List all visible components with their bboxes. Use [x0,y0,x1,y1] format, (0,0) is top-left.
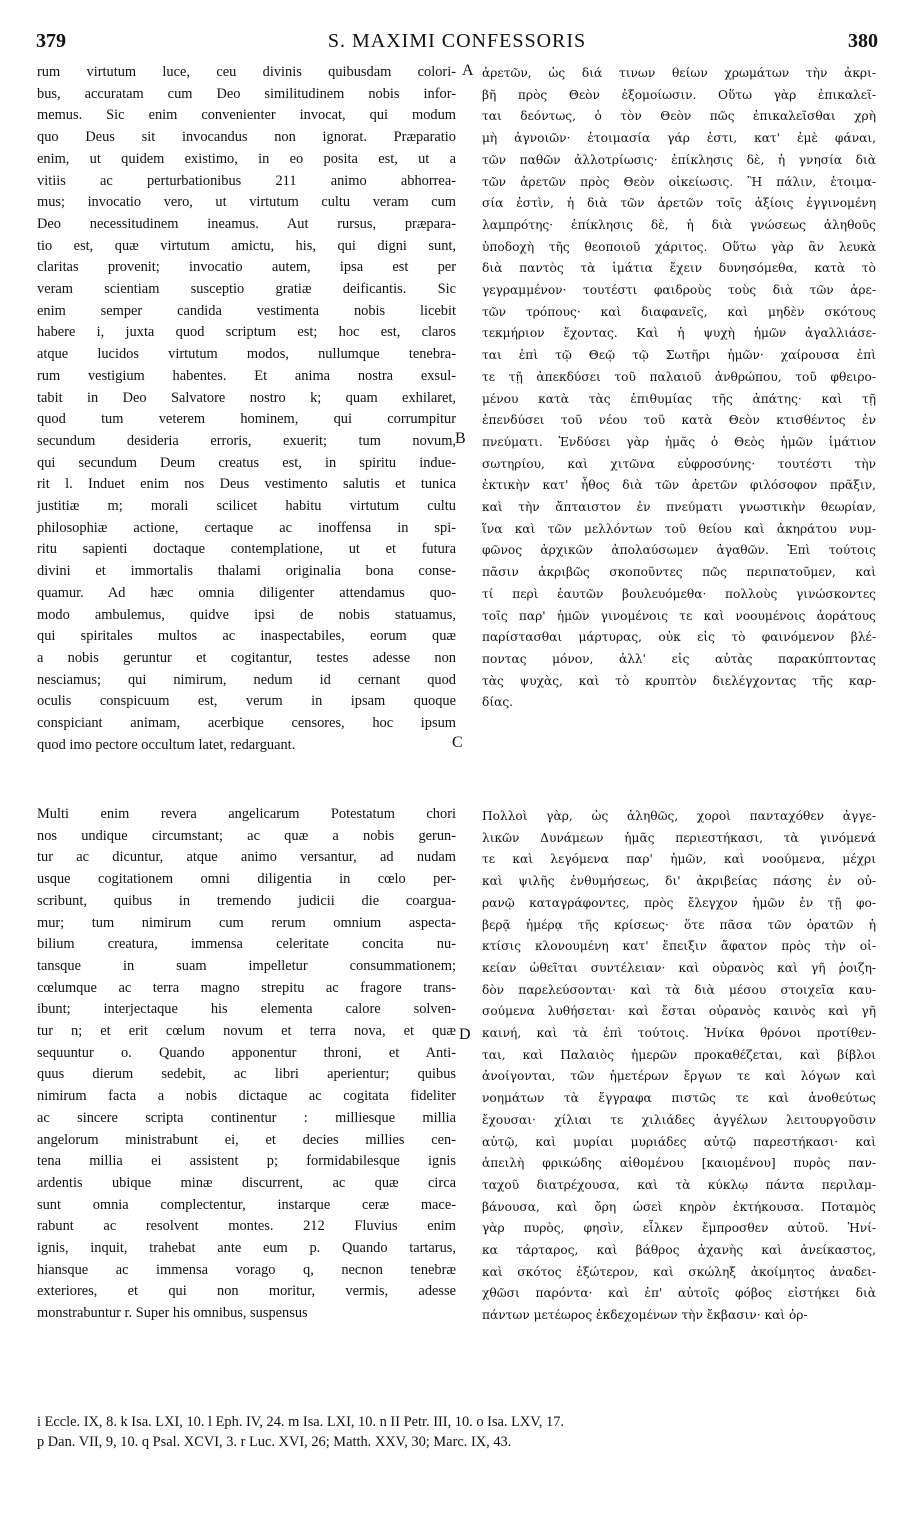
text-line: ἀρετῶν, ὡς διά τινων θείων χρωμάτων τὴν ἀκρι- [482,66,876,80]
running-header [0,30,914,66]
text-line: tena millia ei assistent p; formidabilesque ignis [37,1153,456,1170]
text-line: tur ac dicuntur, atque animo versantur, ad nudam [37,849,456,866]
text-line: cœlumque ac terra magno strepitu ac fragore trans- [37,979,456,996]
text-line: nesciamus; qui nimirum, nedum id cernant quod [37,671,456,688]
margin-letter-b: B [455,430,466,447]
text-line: τὰς ψυχὰς, καὶ τὸ κρυπτὸν διελέγχοντας τῆς καρ- [482,673,876,688]
text-line: σούμενα λυθήσεται· καὶ ἔσται οὐρανὸς καινὸς καὶ γῆ [482,1004,876,1019]
greek-column-block-1 [482,63,876,714]
text-line: quod imo pectore occultum latet, redarguant. [37,736,296,753]
text-line: χθῶσι παρόντα· καὶ ἐπ' αὐτοῖς φόβος εἰστήκει διὰ [482,1286,876,1301]
text-line: τεκμήριον ἔχοντας. Καὶ ἡ ψυχὴ ἡμῶν ἀγαλλιάσε- [482,326,876,341]
text-line: νοημάτων τὰ ἔγγραφα πιστῶς τε καὶ ἀνοθεύτως [482,1091,876,1106]
text-line: καινή, καὶ τὰ ἐπὶ τούτοις. Ἡνίκα θρόνοι προτίθεν- [482,1026,876,1041]
text-line: ται δεόντως, ὁ τὸν Θεὸν πῶς ἐπικαλεῖσθαι χρὴ [482,109,876,124]
text-line: a nobis geruntur et cogitantur, testes adesse non [37,649,456,666]
margin-letter-c: C [452,734,463,751]
text-line: modo ambulemus, quidve ipsi de nobis statuamus, [37,606,456,623]
text-line: vitiis ac perturbationibus 211 animo abhorrea- [37,172,456,189]
text-line: δὸν παρελεύσονται· καὶ τὰ διὰ μέσου στοιχεῖα καυ- [482,982,876,997]
text-line: rum virtutum luce, ceu divinis quibusdam colori- [37,64,456,80]
text-line: ἐκτικὴν κατ' ἦθος διὰ τῶν ἀρετῶν φιλόσοφον πρᾶξιν, [482,478,876,493]
text-line: βῆ πρὸς Θεὸν ἐξομοίωσιν. Οὕτω γὰρ ἐπικαλεῖ- [482,87,876,102]
text-line: τοῖς παρ' ἡμῶν γινομένοις τε καὶ νοουμένοις ἀοράτους [482,608,876,623]
text-line: ardentis ubique minæ discurrent, ac quæ circa [37,1174,456,1191]
text-line: mus; invocatio vero, ut virtutum cultu veram cum [37,194,456,211]
text-line: ignis, inquit, trahebat ante eum p. Quando tartarus, [37,1240,456,1257]
right-page-number: 380 [848,30,878,52]
left-page-number: 379 [36,30,66,52]
greek-column-block-2 [482,806,876,1327]
text-line: ὑποδοχὴ τῆς θεοποιοῦ χάριτος. Οὕτω γὰρ ἂν λευκὰ [482,239,876,254]
text-line: usque cogitationem omni diligentia in cœlo per- [37,871,456,888]
text-line: ἀπειλὴ φρικώδης αἰθομένου [καιομένου] πυρὸς παν- [482,1156,876,1171]
text-line: oculis conspicuum est, verum in ipsam quoque [37,693,456,710]
text-line: hiansque ac immensa vorago q, necnon tenebræ [37,1261,456,1278]
text-line: πᾶσιν ἀκριβῶς σκοποῦντες πῶς περιπατοῦμεν, καὶ [482,565,876,580]
text-line: τε τῇ ἀπεκδύσει τοῦ παλαιοῦ ἀνθρώπου, τοῦ φθειρο- [482,369,876,384]
margin-letter-d: D [459,1026,471,1043]
text-line: bus, accuratam cum Deo similitudinem nobis infor- [37,85,456,102]
text-line: ἀνοίγονται, τῶν ἡμετέρων ἔργων τε καὶ λόγων καὶ [482,1069,876,1084]
text-line: γεγραμμένον· τουτέστι φαιδροὺς τοὺς διὰ τῶν ἀρε- [482,283,876,298]
text-line: ποντας μόνον, ἀλλ' εἰς αὐτὰς παρακύπτοντας [482,651,876,666]
text-line: habere i, juxta quod scriptum est; hoc est, claros [37,324,456,341]
text-line: tabit in Deo Salvatore nostro k; quam exhilaret, [37,389,456,406]
text-line: tur n; et erit cœlum novum et terra nova, et quæ [37,1023,456,1040]
text-line: qui secundum Deum creatus est, in spiritu indue- [37,454,456,471]
text-line: ται, καὶ Παλαιὸς ἡμερῶν προκαθέζεται, καὶ βίβλοι [482,1047,876,1062]
text-line: quus dierum sedebit, ac libri aperientur; quibus [37,1066,456,1083]
text-line: mur; tum nimirum cum rerum omnium aspecta- [37,914,456,931]
text-line: λαμπρότης· ἐπίκλησις δὲ, ἡ διὰ γνώσεως ἀληθοῦς [482,217,876,232]
text-line: βερᾷ ἡμέρᾳ τῆς κρίσεως· ὅτε πᾶσα τῶν ὁρατῶν ἡ [482,917,876,932]
text-line: κτίσις κλονουμένη κατ' ἔπειξιν ἄφατον πρὸς τὴν οἰ- [482,939,876,954]
text-line: rum vestigium habentes. Et anima nostra exsul- [37,367,456,384]
footnote-line: p Dan. VII, 9, 10. q Psal. XCVI, 3. r Luc. XVI, 26; Matth. XXV, 30; Marc. IX, 43. [37,1434,512,1450]
text-line: tansque in suam impelletur consummationem; [37,957,456,974]
text-line: ac sincere scripta continentur : milliesque millia [37,1109,456,1126]
text-line: sequuntur o. Quando apponentur throni, et Anti- [37,1044,456,1061]
text-line: διὰ παντὸς τὰ ἱμάτια ἔχειν δυνησόμεθα, κατὰ τὸ [482,261,876,276]
text-line: sunt omnia complectentur, instarque ceræ mace- [37,1196,456,1213]
text-line: πάντων μετέωρος ἐκδεχομένων τὴν ἔκβασιν· καὶ ὀρ- [482,1308,808,1323]
text-line: ἵνα καὶ τῶν μελλόντων τοῦ θείου καὶ ἀκηράτου νυμ- [482,521,876,536]
latin-column-block-2 [37,804,456,1325]
margin-letter-a: A [462,62,474,79]
text-line: ρανῷ καταγράφοντες, πρὸς ἔλεγχον ἡμῶν ἐν τῇ φο- [482,895,876,910]
text-line: κείαν ὠθεῖται συντέλειαν· καὶ οὐρανὸς καὶ γῆ ῥοιζη- [482,960,876,975]
text-line: καὶ τὴν ἄπταιστον ἐν πνεύματι γνωστικὴν θεωρίαν, [482,500,876,515]
text-line: σωτηρίου, καὶ χιτῶνα εὐφροσύνης· τουτέστι τὴν [482,456,876,471]
text-line: τῶν παθῶν ἀλλοτρίωσις· ἐπίκλησις δὲ, ἡ γνησία διὰ [482,152,876,167]
text-line: τῶν ἀρετῶν πρὸς Θεὸν οἰκείωσις. Ἢ πάλιν, ἑτοιμα- [482,174,876,189]
text-line: καὶ σκότος ἐξώτερον, καὶ σκώληξ ἀκοίμητος ἀναδει- [482,1264,876,1279]
text-line: secundum desideria erroris, exuerit; tum novum, [37,432,456,449]
text-line: tio est, quæ virtutum amictu, his, qui digni sunt, [37,237,456,254]
text-line: quamur. Ad hæc omnia diligenter attendamus quo- [37,584,456,601]
text-line: divini et immortalis thalami originalia bona conse- [37,563,456,580]
footnote-line: i Eccle. IX, 8. k Isa. LXI, 10. l Eph. IV, 24. m Isa. LXI, 10. n II Petr. III, 10. o Isa. LXV, 17. [37,1414,565,1430]
text-line: nos undique circumstant; ac quæ a nobis gerun- [37,827,456,844]
text-line: bilium creatura, immensa celeritate concita nu- [37,936,456,953]
text-line: παρίστασθαι μάρτυρας, οὐκ εἰς τὸ φαινόμενον βλέ- [482,630,876,645]
text-line: βάνουσα, καὶ ὄρη ὡσεὶ κηρὸν ἐκτήκουσα. Ποταμὸς [482,1199,876,1214]
text-line: ritu sapienti doctaque contemplatione, ut et futura [37,541,456,558]
text-line: rabunt ac resolvent montes. 212 Fluvius enim [37,1218,456,1235]
text-line: atque lucidos virtutum modos, nullumque tenebra- [37,346,456,363]
text-line: καὶ ψιλῆς ἐνθυμήσεως, δι' ἀκριβείας πάσης ἐν οὐ- [482,874,876,889]
running-title: S. MAXIMI CONFESSORIS [327,30,587,52]
text-line: κα τάρταρος, καὶ βάθρος ἀχανὴς καὶ ἀνείκαστος, [482,1243,876,1258]
text-line: enim semper candida vestimenta nobis licebit [37,302,456,319]
text-line: rit l. Induet enim nos Deus vestimento salutis et tunica [37,476,456,493]
latin-column-block-1 [37,62,456,757]
text-line: μὴ ἀγνοιῶν· ἑτοιμασία γάρ ἐστι, κατ' ἐμὲ φάναι, [482,131,876,146]
text-line: αὐτῷ, καὶ μυρίαι μυριάδες αὐτῷ παρεστήκασι· καὶ [482,1134,876,1149]
text-line: scribunt, quibus in tremendo judicii die coargua- [37,892,456,909]
text-line: δίας. [482,695,514,710]
text-line: ἔχουσαι· χίλιαι τε χιλιάδες ἀγγέλων λειτουργοῦσιν [482,1112,876,1127]
text-line: φῶνος ἀρχικῶν ἀπολαύσωμεν ἀγαθῶν. Ἐπὶ τούτοις [482,543,876,558]
text-line: μένου κατὰ τὰς ἐπιθυμίας τῆς ἀπάτης· καὶ τῇ [482,391,876,406]
text-line: σία ἐστὶν, ἡ διὰ τῶν ἀρετῶν τοῖς ἀξίοις ἐγγινομένη [482,196,876,211]
footnotes [37,1412,887,1452]
text-line: Multi enim revera angelicarum Potestatum chori [37,806,456,822]
text-line: πνεύματι. Ἐνδύσει γὰρ ἡμᾶς ὁ Θεὸς ἡμῶν ἱμάτιον [482,434,876,449]
text-line: enim, ut quidem existimo, in eo posita est, ut a [37,150,456,167]
text-line: nimirum facta a nobis dictaque ac cogitata fideliter [37,1088,456,1105]
text-line: ταχοῦ διατρέχουσα, καὶ τὰ κύκλῳ πάντα περιλαμ- [482,1177,876,1192]
text-line: conspiciant animam, acerbique censores, hoc ipsum [37,715,456,732]
text-line: claritas provenit; invocatio autem, ipsa est per [37,259,456,276]
text-line: quo Deus sit invocandus non ignorat. Præparatio [37,129,456,146]
text-line: ἐπενδύσει τοῦ νέου τοῦ κατὰ Θεὸν κτισθέντος ἐν [482,413,876,428]
text-line: Deo necessitudinem ineamus. Aut rursus, præpara- [37,215,456,232]
text-line: philosophiæ actione, certaque ac inoffensa in spi- [37,519,456,536]
text-line: Πολλοὶ γὰρ, ὡς ἀληθῶς, χοροὶ πανταχόθεν ἀγγε- [482,809,876,823]
text-line: justitiæ m; morali scilicet habitu virtutum cultu [37,498,456,515]
text-line: γὰρ πυρὸς, φησὶν, εἷλκεν ἔμπροσθεν αὐτοῦ. Ἡνί- [482,1221,876,1236]
text-line: qui spiritales multos ac inaspectabiles, eorum quæ [37,628,456,645]
text-line: ibunt; interjectaque his elementa calore solven- [37,1001,456,1018]
text-line: monstrabuntur r. Super his omnibus, suspensus [37,1305,308,1322]
text-line: exteriores, et qui non moritur, vermis, adesse [37,1283,456,1300]
text-line: τε καὶ λεγόμενα παρ' ἡμῶν, καὶ νοούμενα, μέχρι [482,852,876,867]
text-line: τῶν τρόπους· καὶ διαφανεῖς, καὶ μηδὲν σκότους [482,304,876,319]
text-line: veram scientiam susceptio gratiæ deificantis. Sic [37,281,456,298]
text-line: quod tum veterem hominem, qui corrumpitur [37,411,456,428]
text-line: memus. Sic enim convenienter invocat, qui modum [37,107,456,124]
text-line: angelorum ministrabunt ei, et decies millies cen- [37,1131,456,1148]
text-line: τί περὶ ἑαυτῶν βουλευόμεθα· πολλοὺς γινώσκοντες [482,586,876,601]
text-line: λικῶν Δυνάμεων ἡμᾶς περιεστήκασι, τὰ γινόμενά [482,830,876,845]
text-line: ται ἐπὶ τῷ Θεῷ τῷ Σωτῆρι ἡμῶν· χαίρουσα ἐπὶ [482,348,876,363]
